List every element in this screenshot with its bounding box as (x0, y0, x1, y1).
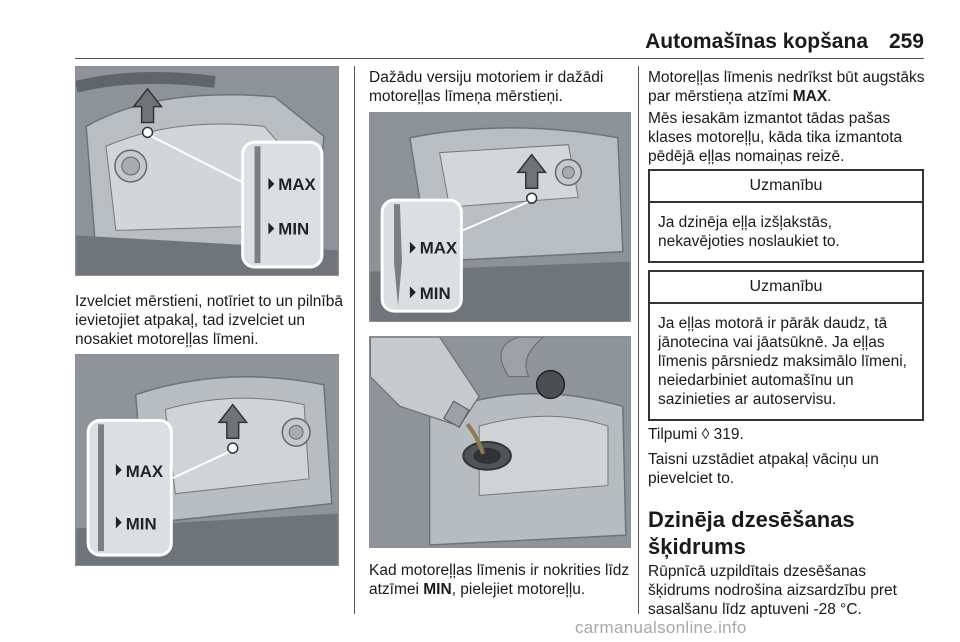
engine-illustration-2 (76, 355, 338, 565)
coolant-paragraph: Rūpnīcā uzpildītais dzesēšanas šķidrums nodrošina aizsardzību pret sasalšanu līdz aptuveni -28 °C. (648, 563, 897, 618)
oil-pouring-illustration (370, 337, 630, 547)
caution-body-2: Ja eļļas motorā ir pārāk daudz, tā jānotecina vai jāatsūknē. Ja eļļas līmenis pārsniedz maksimālo līmeni, neiedarbiniet automašīnu un sazinieties ar autoservisu. (658, 315, 907, 408)
min-mark-label-1: MIN (278, 219, 310, 239)
refit-cap-paragraph: Taisni uzstādiet atpakaļ vāciņu un pievelciet to. (648, 451, 879, 487)
column-divider-2 (638, 66, 639, 614)
max-level-text-end: . (827, 88, 832, 105)
header-rule (75, 58, 924, 59)
refill-text-end: , pielejiet motoreļļu. (451, 581, 586, 598)
caution-box-2 (648, 270, 924, 421)
capacities-label: Tilpumi (648, 426, 702, 443)
max-mark-label-3: MAX (419, 238, 458, 258)
min-mark-label-2: MIN (125, 514, 157, 534)
engine-dipstick-figure-1 (75, 66, 339, 276)
max-level-text-start: Motoreļļas līmenis nedrīkst būt augstāks par mērstieņa atzīmi (648, 69, 925, 105)
page-number: 259 (888, 30, 924, 53)
header-title: Automašīnas kopšana (645, 30, 868, 53)
watermark: carmanualsonline.info (575, 618, 747, 637)
max-mark-label-1: MAX (278, 174, 316, 194)
capacities-reference (648, 425, 924, 444)
refill-instruction-paragraph (369, 561, 633, 599)
column-divider-1 (354, 66, 355, 614)
engine-dipstick-figure-2 (75, 354, 339, 566)
instruction-paragraph-1: Izvelciet mērstieni, notīriet to un pilnībā ievietojiet atpakaļ, tad izvelciet un nosakiet motoreļļas līmeni. (75, 293, 343, 348)
capacities-page-link[interactable]: 319. (709, 426, 744, 443)
max-mark-text: MAX (792, 88, 828, 105)
min-mark-text: MIN (423, 581, 452, 598)
caution-box-1 (648, 169, 924, 263)
coolant-section-heading: Dzinēja dzesēšanas šķidrums (648, 507, 855, 559)
caution-heading-2: Uzmanību (650, 272, 922, 304)
engine-illustration-3 (370, 113, 630, 321)
engine-dipstick-figure-3 (369, 112, 631, 322)
caution-body-1: Ja dzinēja eļļa izšļakstās, nekavējoties noslaukiet to. (658, 214, 840, 250)
caution-heading-1: Uzmanību (650, 171, 922, 203)
oil-refill-figure (369, 336, 631, 548)
refill-text-start: Kad motoreļļas līmenis ir nokrities līdz atzīmei (369, 562, 630, 598)
max-level-paragraph (648, 68, 928, 106)
max-mark-label-2: MAX (125, 461, 164, 481)
dipstick-versions-paragraph: Dažādu versiju motoriem ir dažādi motoreļļas līmeņa mērstieņi. (369, 69, 604, 105)
min-mark-label-3: MIN (419, 284, 451, 304)
page-reference-icon: ◊ (701, 426, 710, 443)
engine-illustration-1 (76, 67, 338, 275)
oil-grade-paragraph: Mēs iesakām izmantot tādas pašas klases motoreļļu, kāda tika izmantota pēdējā eļļas nomaiņas reizē. (648, 110, 903, 165)
